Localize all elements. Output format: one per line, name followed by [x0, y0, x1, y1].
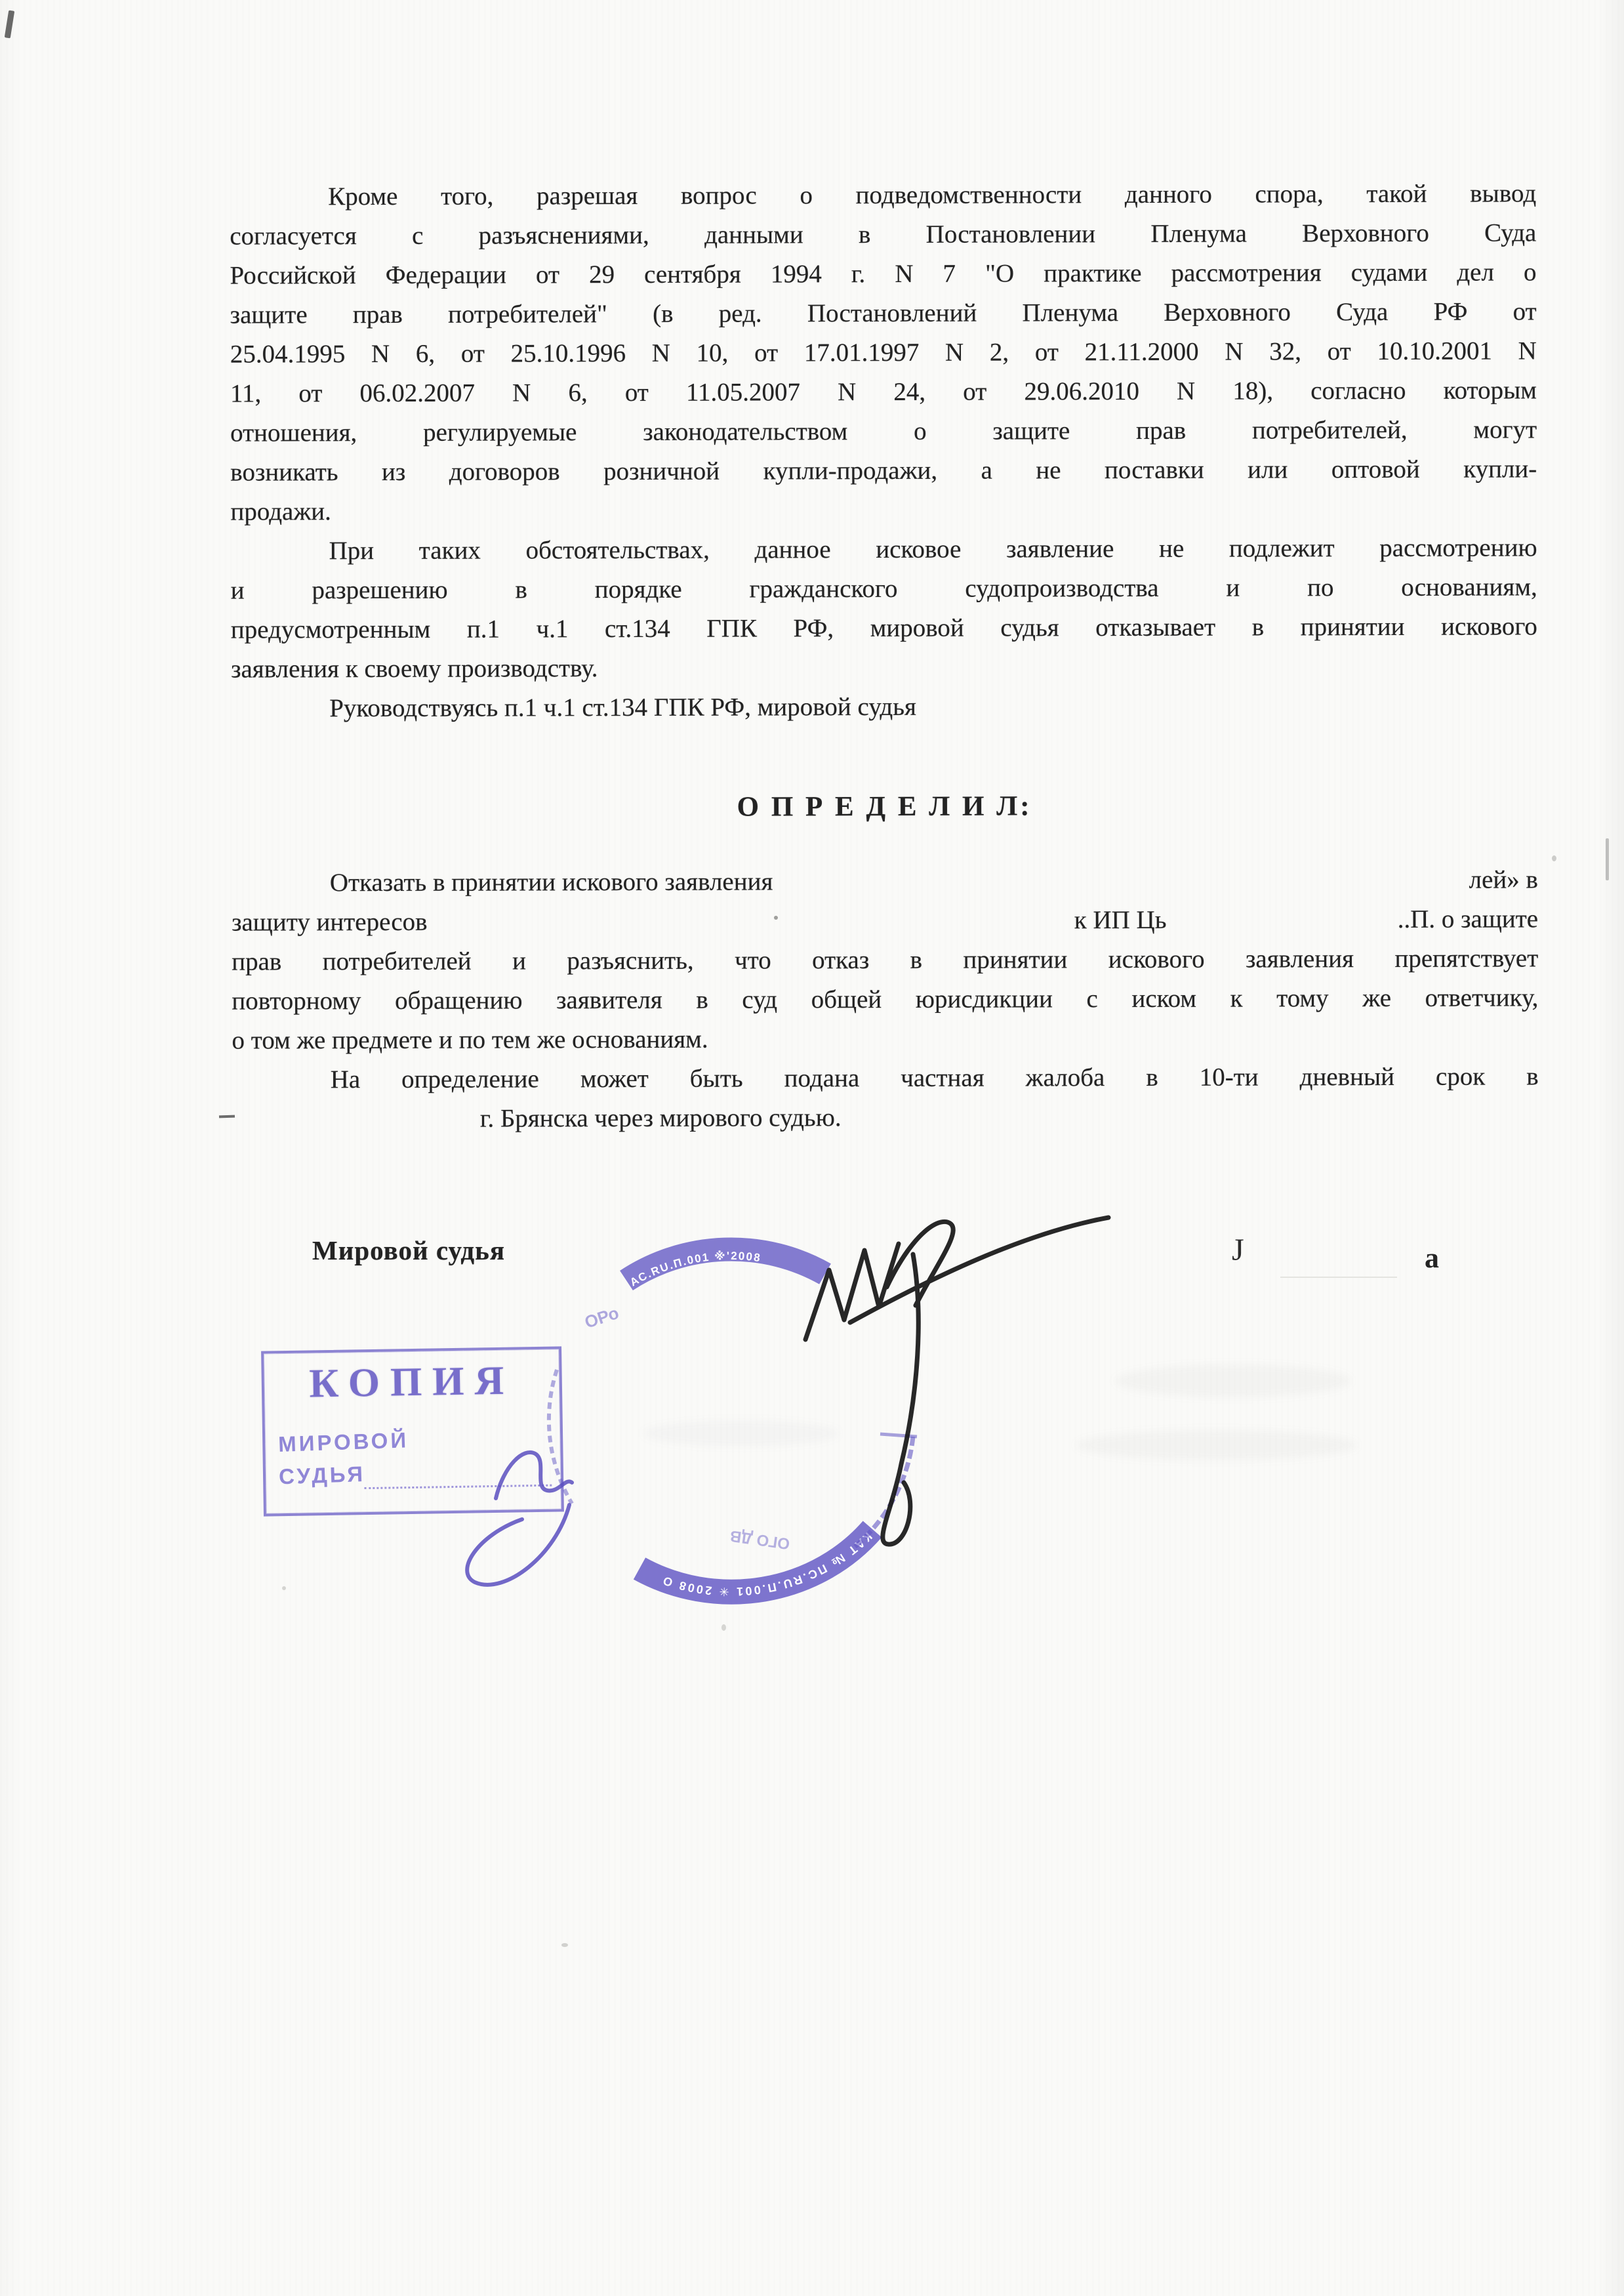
- para3-line: повторному обращению заявителя в суд общей юрисдикции с иском к тому же ответчику,: [232, 983, 1539, 1015]
- ruling-heading: О П Р Е Д Е Л И Л:: [737, 790, 1032, 823]
- round-stamp-top-text: АС.RU.П.001 ※'2008: [628, 1249, 762, 1289]
- para1-line: отношения, регулируемые законодательством о защите прав потребителей, могут: [230, 415, 1537, 447]
- scan-speck: [721, 1624, 726, 1631]
- spacer: [232, 825, 1538, 863]
- para1-line: Кроме того, разрешая вопрос о подведомственности данного спора, такой вывод: [328, 179, 1537, 211]
- scan-artifact-edge: [1606, 838, 1609, 880]
- bleed-through-smudge: [1115, 1364, 1351, 1397]
- judge-signature: [805, 1218, 1108, 1544]
- para3-line-last: о том же предмете и по тем же основаниям.: [232, 1025, 708, 1055]
- bleed-through-smudge: [643, 1420, 840, 1446]
- round-stamp-inner-fragment: ОГО ДВ: [729, 1527, 791, 1553]
- scan-speck: [774, 916, 778, 920]
- para3-line: прав потребителей и разъяснить, что отказ в принятии искового заявления препятствует: [232, 944, 1539, 976]
- redaction-box-edge: [1280, 1277, 1397, 1278]
- round-stamp-bottom-text: КАТ № ПС.RU.П.001 ✳ 2008 О: [659, 1530, 875, 1599]
- para2-line: предусмотренным п.1 ч.1 ст.134 ГПК РФ, мировой судья отказывает в принятии искового: [230, 612, 1537, 644]
- judge-signature-label: Мировой судья: [312, 1235, 506, 1265]
- para3-line-redacted: [232, 860, 1538, 903]
- para3-l2-right: ..П. о защите: [1397, 905, 1539, 933]
- para3-l1-left: Отказать в принятии искового заявления: [329, 867, 773, 897]
- round-stamp-right-rim: [853, 1437, 913, 1548]
- para1-line: 25.04.1995 N 6, от 25.10.1996 N 10, от 17.01.1997 N 2, от 21.11.2000 N 32, от 10.10.2001 N: [230, 337, 1537, 369]
- para4-line: На определение может быть подана частная жалоба в 10-ти дневный срок в: [330, 1062, 1539, 1094]
- para1-line: согласуется с разъяснениями, данными в Постановлении Пленума Верховного Суда: [230, 218, 1537, 251]
- round-stamp-top-band: [626, 1249, 825, 1281]
- redaction-gap: [428, 928, 1074, 930]
- para1-line: защите прав потребителей" (в ред. Постановлений Пленума Верховного Суда РФ от: [230, 297, 1537, 329]
- judge-name-fragment-right: а: [1425, 1242, 1439, 1274]
- para2-line-last: заявления к своему производству.: [230, 654, 598, 684]
- bleed-through-smudge: [1076, 1430, 1358, 1460]
- para1-line: Российской Федерации от 29 сентября 1994 г. N 7 "О практике рассмотрения судами дел о: [230, 258, 1537, 290]
- para1-line: возникать из договоров розничной купли-продажи, а не поставки или оптовой купли-: [230, 455, 1537, 487]
- para3-line-redacted: [232, 899, 1538, 942]
- copy-stamp-line2: СУДЬЯ: [278, 1461, 366, 1489]
- redaction-gap: [773, 888, 1469, 890]
- round-stamp-tick: [880, 1434, 917, 1437]
- round-stamp-inner-fragment2: ОРо: [582, 1302, 622, 1332]
- para2-closing-line: Руководствуясь п.1 ч.1 ст.134 ГПК РФ, мировой судья: [329, 692, 916, 723]
- para2-line: При таких обстоятельствах, данное исковое заявление не подлежит рассмотрению: [329, 533, 1537, 565]
- copy-stamp-underline: [364, 1485, 552, 1489]
- scan-speck: [282, 1586, 286, 1590]
- para3-l1-right: лей» в: [1469, 865, 1538, 894]
- margin-dash-mark: [219, 1115, 235, 1118]
- para1-line-last: продажи.: [230, 497, 331, 526]
- para4-line-court: г. Брянска через мирового судью.: [479, 1103, 842, 1133]
- para3-l2-left: защиту интересов: [232, 907, 428, 937]
- para3-l2-mid: к ИП Ць: [1074, 905, 1167, 935]
- scan-speck: [561, 1943, 568, 1947]
- scan-artifact-corner: [5, 10, 14, 39]
- copy-stamp-line1: МИРОВОЙ: [277, 1427, 409, 1456]
- para2-line: и разрешению в порядке гражданского судопроизводства и по основаниям,: [230, 573, 1537, 605]
- copy-stamp: [261, 1346, 564, 1516]
- copy-stamp-title: КОПИЯ: [308, 1358, 515, 1406]
- judge-name-fragment-left: J: [1232, 1233, 1244, 1267]
- round-stamp-bottom-band: [639, 1529, 872, 1592]
- scan-speck: [1552, 855, 1556, 861]
- document-body: [230, 174, 1539, 1139]
- para1-line: 11, от 06.02.2007 N 6, от 11.05.2007 N 24, от 29.06.2010 N 18), согласно которым: [230, 376, 1537, 408]
